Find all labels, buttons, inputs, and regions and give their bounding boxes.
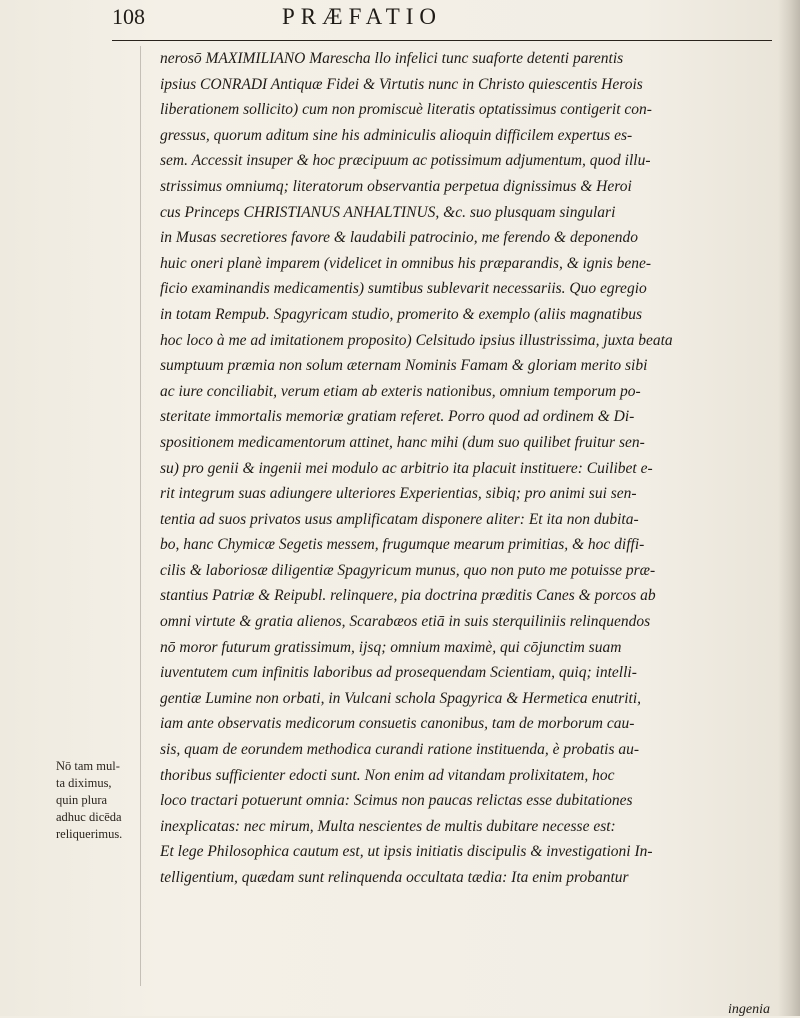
text-line: cilis & laboriosæ diligentiæ Spagyricum munus, quo non puto me potuisse præ- bbox=[160, 561, 656, 579]
text-line: iam ante observatis medicorum consuetis canonibus, tam de morborum cau- bbox=[160, 715, 635, 733]
text-line: sem. Accessit insuper & hoc præcipuum ac potissimum adjumentum, quod illu- bbox=[160, 152, 651, 170]
text-line: telligentium, quædam sunt relinquenda occultata tædia: Ita enim probantur bbox=[160, 869, 629, 886]
text-line: su) pro genii & ingenii mei modulo ac arbitrio ita placuit instituere: Cuilibet e- bbox=[160, 459, 653, 477]
text-line: Et lege Philosophica cautum est, ut ipsis initiatis discipulis & investigationi In- bbox=[160, 843, 653, 861]
page-number: 108 bbox=[112, 4, 145, 29]
text-line: in totam Rempub. Spagyricam studio, promerito & exemplo (aliis magnatibus bbox=[160, 305, 643, 323]
text-line: steritate immortalis memoriæ gratiam referet. Porro quod ad ordinem & Di- bbox=[160, 408, 635, 426]
text-line: ac iure conciliabit, verum etiam ab exteris nationibus, omnium temporum po- bbox=[160, 382, 641, 400]
text-line: rit integrum suas adiungere ulteriores Experientias, sibiq; pro animi sui sen- bbox=[160, 485, 637, 503]
text-line: strissimus omniumq; literatorum observantia perpetua dignissimus & Heroi bbox=[160, 177, 632, 195]
text-line: in Musas secretiores favore & laudabili patrocinio, me ferendo & deponendo bbox=[160, 229, 638, 247]
text-line: iuventutem cum infinitis laboribus ad prosequendam Scientiam, quiq; intelli- bbox=[160, 664, 637, 682]
margin-note-line: reliquerimus. bbox=[56, 827, 123, 841]
margin-note-line: Nō tam mul- bbox=[56, 759, 120, 773]
text-line: huic oneri planè imparem (videlicet in omnibus his præparandis, & ignis bene- bbox=[160, 254, 652, 272]
margin-note-line: ta diximus, bbox=[56, 776, 112, 790]
text-line: gentiæ Lumine non orbati, in Vulcani schola Spagyrica & Hermetica enutriti, bbox=[160, 689, 642, 707]
text-line: cus Princeps CHRISTIANUS ANHALTINUS, &c. suo plusquam singulari bbox=[160, 203, 616, 221]
text-line: thoribus sufficienter edocti sunt. Non enim ad vitandam prolixitatem, hoc bbox=[160, 766, 615, 784]
text-line: sis, quam de eorundem methodica curandi ratione instituenda, è probatis au- bbox=[160, 741, 640, 759]
text-line: inexplicatas: nec mirum, Multa nescientes de multis dubitare necesse est: bbox=[160, 817, 616, 835]
text-line: stantius Patriæ & Reipubl. relinquere, pia doctrina præditis Canes & porcos ab bbox=[160, 587, 656, 605]
text-line: tentia ad suos privatos usus amplificatam disponere aliter: Et ita non dubita- bbox=[160, 510, 639, 528]
margin-note-line: quin plura bbox=[56, 793, 108, 807]
running-head bbox=[112, 4, 772, 41]
text-line: bo, hanc Chymicæ Segetis messem, frugumque mearum primitias, & hoc diffi- bbox=[160, 536, 645, 554]
margin-note-line: adhuc dicēda bbox=[56, 810, 122, 824]
running-head-title: PRÆFATIO bbox=[282, 4, 443, 29]
body-text bbox=[160, 46, 770, 891]
text-line: spositionem medicamentorum attinet, hanc mihi (dum suo quilibet fruitur sen- bbox=[160, 433, 645, 451]
text-line: ipsius CONRADI Antiquæ Fidei & Virtutis nunc in Christo quiescentis Herois bbox=[160, 75, 643, 93]
text-line: ficio examinandis medicamentis) sumtibus sublevarit necessariis. Quo egregio bbox=[160, 280, 647, 298]
text-column-rule bbox=[140, 46, 141, 986]
text-line: sumptuum præmia non solum æternam Nominis Famam & gloriam merito sibi bbox=[160, 357, 648, 375]
page-edge-shadow bbox=[778, 0, 800, 1016]
text-line: omni virtute & gratia alienos, Scarabæos etiā in suis sterquiliniis relinquendos bbox=[160, 613, 651, 631]
text-line: nō moror futurum gratissimum, ijsq; omnium maximè, qui cōjunctim suam bbox=[160, 638, 622, 656]
text-line: liberationem sollicito) cum non promiscuè literatis optatissimus contigerit con- bbox=[160, 101, 652, 119]
margin-note bbox=[56, 758, 156, 843]
text-line: gressus, quorum aditum sine his adminiculis alioquin difficilem expertus es- bbox=[160, 126, 633, 144]
text-line: hoc loco à me ad imitationem proposito) Celsitudo ipsius illustrissima, juxta beata bbox=[160, 331, 673, 349]
catchword: ingenia bbox=[728, 1002, 770, 1017]
text-line: nerosō MAXIMILIANO Marescha llo infelici tunc suaforte detenti parentis bbox=[160, 50, 624, 67]
text-line: loco tractari potuerunt omnia: Scimus non paucas relictas esse dubitationes bbox=[160, 792, 633, 810]
